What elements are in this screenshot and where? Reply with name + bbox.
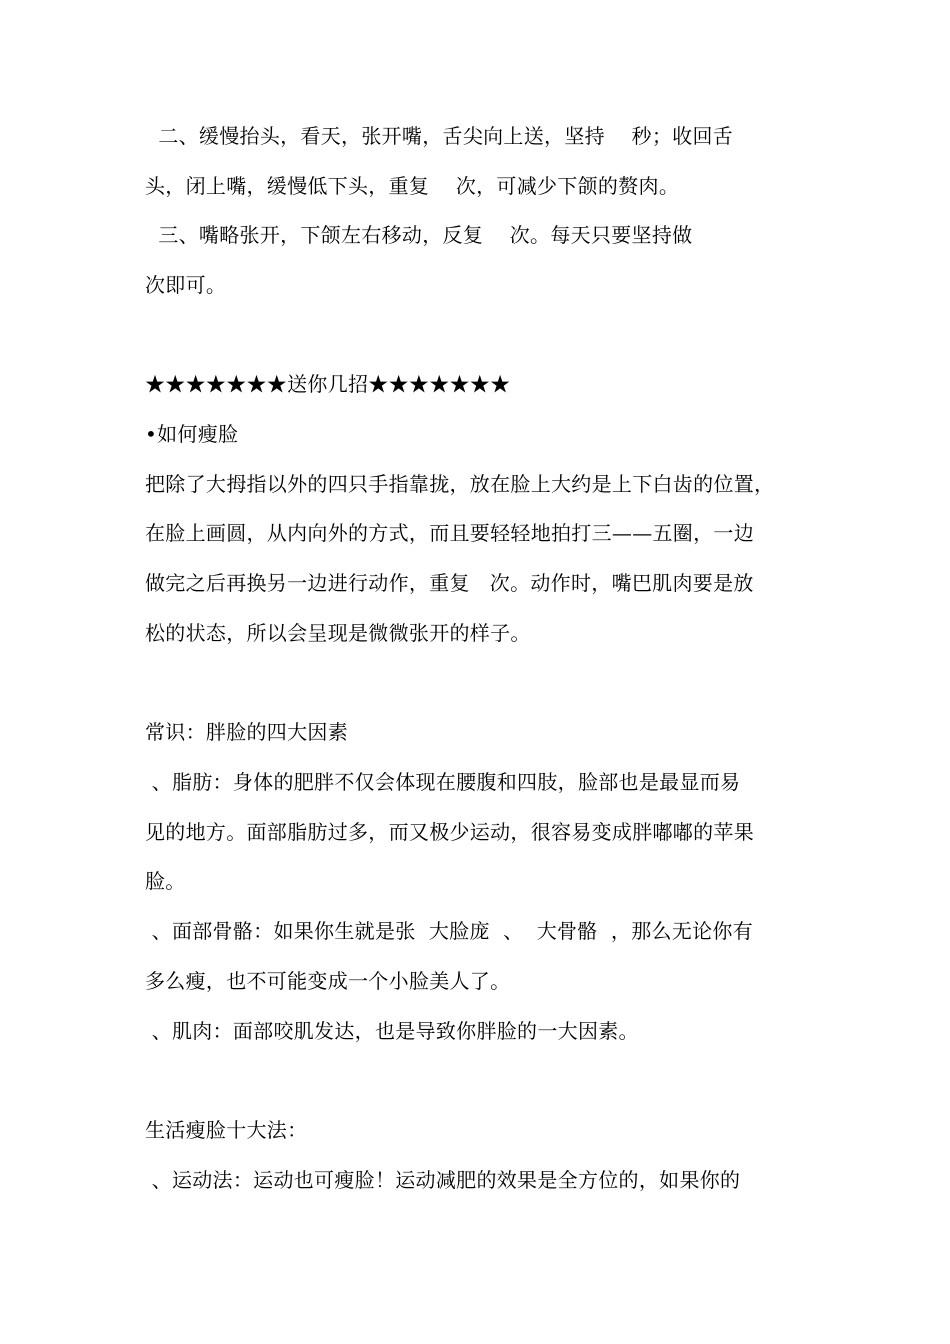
- text-line: 二、缓慢抬头，看天，张开嘴，舌尖向上送，坚持 秒；收回舌: [145, 124, 734, 148]
- text-line: 做完之后再换另一边进行动作，重复 次。动作时，嘴巴肌肉要是放: [145, 571, 754, 595]
- section-heading: ★★★★★★★送你几招★★★★★★★: [145, 372, 511, 396]
- text-line: 、脂肪：身体的肥胖不仅会体现在腰腹和四肢，脸部也是最显而易: [145, 770, 741, 794]
- subheading: •如何瘦脸: [145, 422, 239, 446]
- text-line: 头，闭上嘴，缓慢低下头，重复 次，可减少下颌的赘肉。: [145, 174, 680, 198]
- text-line: 、肌肉：面部咬肌发达，也是导致你胖脸的一大因素。: [145, 1019, 639, 1043]
- text-line: 把除了大拇指以外的四只手指靠拢，放在脸上大约是上下白齿的位置，: [145, 472, 775, 496]
- text-line: 、面部骨骼：如果你生就是张 大脸庞 、 大骨骼 ，那么无论你有: [145, 919, 754, 943]
- text-line: 在脸上画圆，从内向外的方式，而且要轻轻地拍打三——五圈，一边: [145, 521, 754, 545]
- text-line: 脸。: [145, 869, 186, 893]
- text-line: 次即可。: [145, 273, 227, 297]
- subheading: 常识：胖脸的四大因素: [145, 720, 348, 744]
- subheading: 生活瘦脸十大法：: [145, 1118, 308, 1142]
- text-line: 松的状态，所以会呈现是微微张开的样子。: [145, 621, 531, 645]
- text-line: 多么瘦，也不可能变成一个小脸美人了。: [145, 969, 511, 993]
- text-line: 见的地方。面部脂肪过多，而又极少运动，很容易变成胖嘟嘟的苹果: [145, 820, 754, 844]
- text-line: 、运动法：运动也可瘦脸！运动减肥的效果是全方位的，如果你的: [145, 1168, 741, 1192]
- text-line: 三、嘴略张开，下颌左右移动，反复 次。每天只要坚持做: [145, 223, 693, 247]
